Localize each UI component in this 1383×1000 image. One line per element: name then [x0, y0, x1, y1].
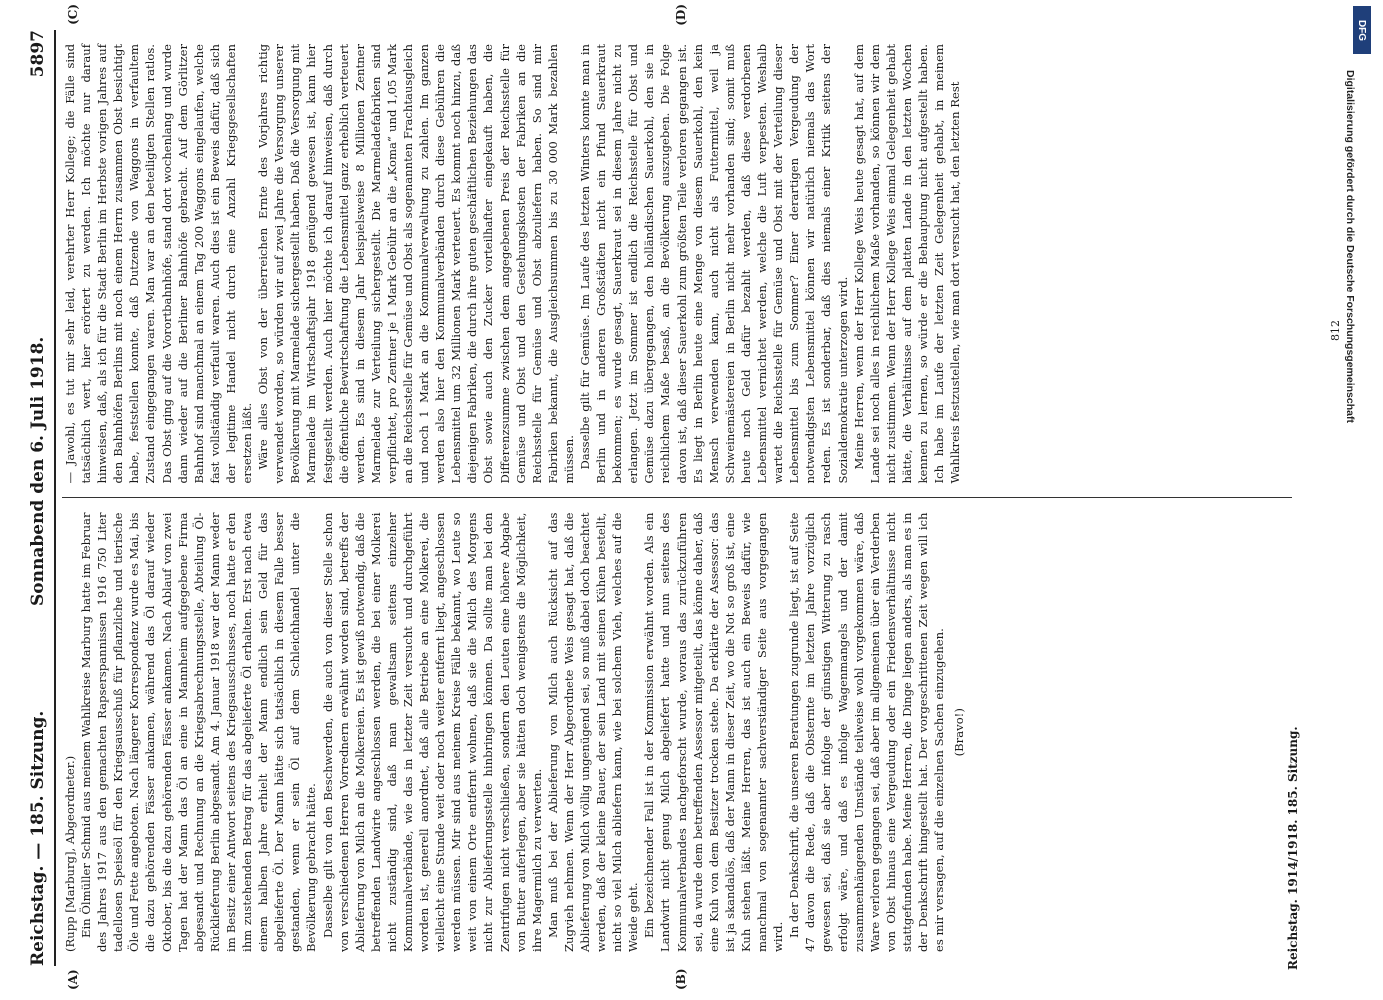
paragraph: — Jawohl, es tut mir sehr leid, verehrter Herr Kollege; die Fälle sind tatsächlich wert, hier erörtert zu werden. Ich möchte nur darauf hinweisen, daß, als ich für die Stadt Berlin im Herbste vorigen Jahres auf den Bahnhöfen Berlins mit noch einem Herrn zusammen Obst besichtigt habe, feststellen konnte, daß Dutzende von Waggons in verfaultem Zustand eingegangen waren. Man war an den beteiligten Stellen ratlos. Das Obst ging auf die Vorortbahnhöfe, stand dort wochenlang und wurde dann wieder auf die Berliner Bahnhöfe gebracht. Auf dem Görlitzer Bahnhof sind manchmal an einem Tag 200 Waggons eingelaufen, welche fast vollständig verfault waren. Auch dies ist ein Beweis dafür, daß sich der legitime Handel nicht durch eine Anzahl Kriegsgesellschaften ersetzen läßt. — [63, 44, 255, 484]
paragraph: Ein bezeichnender Fall ist in der Kommission erwähnt worden. Als ein Landwirt nicht genug Milch abgeliefert hatte und nun seitens des Kommunalverbandes nachgeforscht wurde, woraus das zurückzuführen sei, da wurde dem betreffenden Assessor mitgeteilt, das könne daher, daß eine Kuh von dem Besitzer trocken stehe. Da erklärte der Assessor: das ist ja skandalös, daß der Mann in dieser Zeit, wo die Not so groß ist, eine Kuh stehen läßt. Meine Herren, das ist auch ein Beweis dafür, wie manchmal von sogenannter sachverständiger Seite aus vorgegangen wird. — [642, 512, 786, 952]
paragraph: Meine Herren, wenn der Herr Kollege Weis heute gesagt hat, auf dem Lande sei noch alles in reichlichem Maße vorhanden, so können wir dem nicht zustimmen. Wenn der Herr Kollege Weis einmal Gelegenheit gehabt hätte, die Verhältnisse auf dem platten Lande in den letzten Wochen kennen zu lernen, so würde er die Behauptung nicht aufgestellt haben. Ich habe im Laufe der letzten Zeit Gelegenheit gehabt, in meinem Wahlkreis festzustellen, wie man dort versucht hat, den letzten Rest — [851, 44, 963, 484]
applause-note: (Bravo!) — [952, 708, 967, 757]
right-column — [62, 30, 1292, 498]
margin-marker-c: (C) — [66, 4, 80, 25]
header-date: Sonnabend den 6. Juli 1918. — [28, 336, 48, 606]
paragraph: In der Denkschrift, die unseren Beratungen zugrunde liegt, ist auf Seite 47 davon die Rede, daß die Obsternte im letzten Jahre vorzüglich gewesen sei, daß sie aber infolge der günstigen Witterung zu rasch erfolgt wäre, und daß es infolge Wagenmangels und der damit zusammenhängenden Umstände teilweise wohl vorgekommen wäre, daß Ware verloren gegangen sei, daß aber im allgemeinen über ein Verderben von Obst hinaus eine Vergeudung oder ein Friedensverhältnisse nicht stattgefunden habe. Meine Herren, die Dinge liegen anders, als man es in der Denkschrift hingestellt hat. Der vorgeschrittenen Zeit wegen will ich es mir versagen, auf die einzelnen Sachen einzugehen. — [787, 512, 947, 952]
signature-number: 812 — [1329, 320, 1342, 341]
speaker-line: (Rupp [Marburg], Abgeordneter.) — [63, 755, 77, 952]
page-header — [28, 30, 56, 966]
page-number: 5897 — [28, 30, 48, 78]
paragraph: Dasselbe gilt für Gemüse. Im Laufe des letzten Winters konnte man in Berlin und in anderen Großstädten nicht ein Pfund Sauerkraut bekommen; es wurde gesagt, Sauerkraut sei in diesem Jahre nicht zu erlangen. Jetzt im Sommer ist endlich die Reichsstelle für Obst und Gemüse dazu übergegangen, den holländischen Sauerkohl, den sie in reichlichem Maße besaß, an die Bevölkerung auszugeben. Die Folge davon ist, daß dieser Sauerkohl zum größten Teile verloren gegangen ist. Es liegt in Berlin heute eine Menge von diesem Sauerkohl, den kein Mensch verwenden kann, auch nicht als Futtermittel, weil ja Schweinemästereien in Berlin nicht mehr vorhanden sind; somit muß heute noch Geld dafür bezahlt werden, daß diese verdorbenen Lebensmittel vernichtet werden, welche die Luft verpesten. Weshalb wartet die Reichsstelle für Gemüse und Obst mit der Verteilung dieser Lebensmittel bis zum Sommer? Einer derartigen Vergeudung der notwendigsten Lebensmittel können wir natürlich niemals das Wort reden. Es ist sonderbar, daß dies niemals einer Kritik seitens der Sozialdemokratie unterzogen wird. — [578, 44, 850, 484]
left-column — [62, 498, 1292, 967]
margin-marker-b: (B) — [674, 968, 688, 990]
digitization-credit: Digitalisierung gefördert durch die Deutsche Forschungsgemeinschaft — [1344, 70, 1356, 423]
margin-marker-d: (D) — [674, 4, 688, 26]
paragraph: Dasselbe gilt von den Beschwerden, die auch von dieser Stelle schon von verschiedenen Herren Vorrednern erwähnt worden sind, betreffs der Ablieferung von Milch an die Molkereien. Es ist gewiß notwendig, daß die betreffenden Landwirte angeschlossen werden, die bei einer Molkerei nicht zuständig sind, daß man gewaltsam seitens einzelner Kommunalverbände, wie das in letzter Zeit versucht und durchgeführt worden ist, generell anordnet, daß alle Betriebe an eine Molkerei, die vielleicht eine Stunde weit oder noch weiter entfernt liegt, angeschlossen werden müssen. Mir sind aus meinem Kreise Fälle bekannt, wo Leute so weit von einem Orte entfernt wohnen, daß sie die Milch des Morgens nicht zur Ablieferungsstelle hinbringen können. Da sollte man bei den Zentrifugen nicht verschließen, sondern den Leuten eine höhere Abgabe von Butter auferlegen, aber sie hätten doch wenigstens die Möglichkeit, ihre Magermilch zu verwerten. — [320, 512, 544, 952]
margin-marker-a: (A) — [66, 969, 80, 990]
text-columns — [62, 4, 1292, 990]
paragraph: Wäre alles Obst von der überreichen Ernte des Vorjahres richtig verwendet worden, so würden wir auf zwei Jahre die Versorgung unserer Bevölkerung mit Marmelade sichergestellt haben. Daß die Versorgung mit Marmelade im Wirtschaftsjahr 1918 genügend gewesen ist, kann hier festgestellt werden. Auch hier möchte ich darauf hinweisen, daß durch die öffentliche Bewirtschaftung die Lebensmittel ganz erheblich verteuert werden. Es sind in diesem Jahr beispielsweise 8 Millionen Zentner Marmelade zur Verteilung sichergestellt. Die Marmeladefabriken sind verpflichtet, pro Zentner je 1 Mark Gebühr an die „Koma“ und 1,05 Mark an die Reichsstelle für Gemüse und Obst als sogenannten Frachtausgleich und noch 1 Mark an die Kommunalverwaltung zu zahlen. Im ganzen werden also hier den Kommunalverbänden durch diese Gebühren die Lebensmittel um 32 Millionen Mark verteuert. Es kommt noch hinzu, daß diejenigen Fabriken, die durch ihre guten geschäftlichen Beziehungen das Obst sowie auch den Zucker vorteilhafter eingekauft haben, die Differenzsumme zwischen dem angegebenen Preis der Reichsstelle für Gemüse und Obst und den Gestehungskosten der Fabriken an die Reichsstelle für Gemüse und Obst abzuliefern haben. So sind mir Fabriken bekannt, die Ausgleichsummen bis zu 30 000 Mark bezahlen müssen. — [256, 44, 576, 484]
paragraph: Ein Ölmüller Schmid aus meinem Wahlkreise Marburg hatte im Februar des Jahres 1917 aus den gemachten Rapserspannissen 1916 750 Liter tadellosen Speiseöl für den Kriegsausschuß für pflanzliche und tierische Öle und Fette angeboten. Nach längerer Korrespondenz wurde es Mai, bis die dazu gehörenden Fässer ankamen, während das Öl darauf wieder Oktober, bis die dazu gehörenden Fässer ankamen. Nach Ablauf von zwei Tagen hat der Mann das Öl an eine in Mannheim aufgegebene Firma abgesandt und Rechnung an die Kriegsabrechnungsstelle, Abteilung Öl-Rücklieferung Berlin abgesandt. Am 4. Januar 1918 war der Mann weder im Besitz einer Antwort seitens des Kriegsausschusses, noch hatte er den ihm zustehenden Betrag für das abgelieferte Öl erhalten. Erst nach etwa einem halben Jahre erhielt der Mann endlich sein Geld für das abgelieferte Öl. Der Mann hätte sich tatsächlich in diesem Falle besser gestanden, wenn er sein Öl auf dem Schleichhandel unter die Bevölkerung gebracht hätte. — [79, 512, 319, 952]
header-session: Reichstag. — 185. Sitzung. — [28, 710, 48, 966]
paragraph: Man muß bei der Ablieferung von Milch auch Rücksicht auf das Zugvieh nehmen. Wenn der Herr Abgeordnete Weis gesagt hat, daß die Ablieferung von Milch völlig ungenügend sei, so muß dabei doch beachtet werden, daß der kleine Bauer, der sein Land mit seinen Kühen bestellt, nicht so viel Milch abliefern kann, wie bei solchem Vieh, welches auf die Weide geht. — [545, 512, 641, 952]
dfg-logo: DFG — [1353, 6, 1371, 54]
page-footer: Reichstag. 1914/1918. 185. Sitzung. — [1286, 726, 1300, 970]
